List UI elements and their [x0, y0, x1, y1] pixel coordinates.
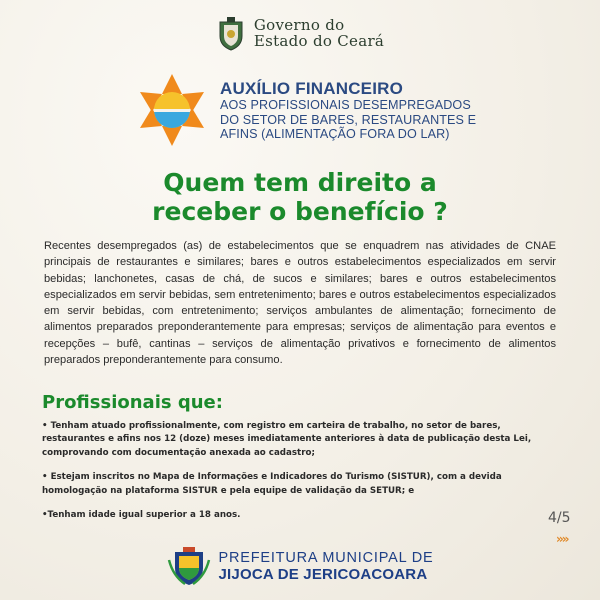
gov-line1: Governo do: [253, 16, 345, 35]
headline-line1: Quem tem direito a: [163, 168, 437, 197]
sun-star-logo-icon: [134, 72, 210, 148]
gov-name: [254, 18, 384, 50]
program-banner: [134, 72, 476, 148]
requirements-list: [42, 420, 562, 533]
ceara-coat-of-arms-icon: [216, 16, 246, 52]
list-item: • Estejam inscritos no Mapa de Informações e Indicadores do Turismo (SISTUR), com a devida homologação na plataforma SISTUR e pela equipe de validação da SETUR; e: [42, 472, 502, 496]
program-title: AUXÍLIO FINANCEIRO: [220, 78, 404, 98]
pref-footer: [0, 546, 600, 588]
next-chevron-icon: »»: [556, 532, 568, 546]
page-indicator: 4/5: [548, 510, 571, 526]
profissionais-title: Profissionais que:: [42, 392, 223, 413]
program-sub-1: AOS PROFISSIONAIS DESEMPREGADOS: [220, 98, 471, 113]
eligibility-text: Recentes desempregados (as) de estabelecimentos que se enquadrem nas atividades de CNAE principais de restaurantes e similares; bares e outros estabelecimentos especializados em servir bebidas; lanchonetes, casas de chá, de sucos e similares; bares e outros estabelecimentos especializados em servir bebidas, sem entretenimento; bares e outros estabelecimentos especializados em servir bebidas, com entretenimento; serviços ambulantes de alimentação; fornecimento de alimentos preparados preponderantemente para empresas; serviços de alimentação para eventos e recepções – bufê, cantinas – serviços de alimentação privativos e fornecimento de alimentos preparados preponderantemente para consumo.: [44, 240, 556, 367]
jijoca-coat-of-arms-icon: [167, 546, 211, 588]
pref-line1: PREFEITURA MUNICIPAL DE: [218, 549, 434, 566]
program-text: [220, 79, 476, 142]
headline-line2: receber o benefício ?: [152, 197, 448, 226]
gov-line2: Estado do Ceará: [253, 32, 385, 50]
gov-header: [0, 16, 600, 52]
pref-line2: JIJOCA DE JERICOACOARA: [218, 565, 428, 583]
program-sub-3: AFINS (ALIMENTAÇÃO FORA DO LAR): [220, 127, 450, 141]
pref-name: [219, 551, 434, 583]
headline: [0, 168, 600, 226]
list-item: • Tenham atuado profissionalmente, com registro em carteira de trabalho, no setor de bares, restaurantes e afins nos 12 (doze) meses imediatamente anteriores à data de publicação desta Lei, comprovando com documentação anexada ao cadastro;: [42, 421, 532, 458]
list-item: •Tenham idade igual superior a 18 anos.: [42, 510, 241, 521]
program-sub-2: DO SETOR DE BARES, RESTAURANTES E: [220, 112, 477, 127]
